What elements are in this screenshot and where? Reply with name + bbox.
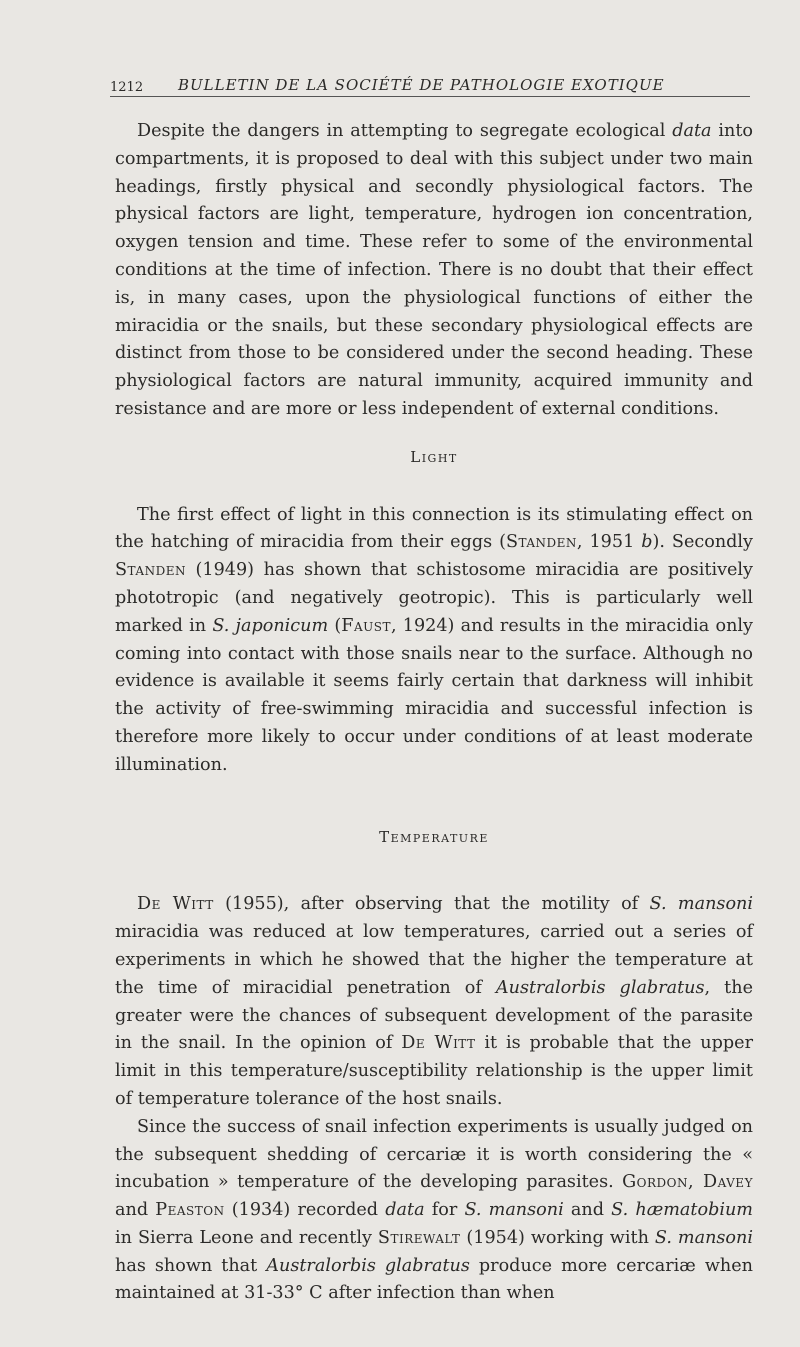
temperature-paragraph-1: De Witt (1955), after observing that the motility of S. mansoni miracidia was reduced at low temperatures, carried out a series of experiments in which he showed that the higher the temperature at the time of miracidial penetration of Australorbis glabratus, the greater were the chances of subsequent development of the parasite in the snail. In the opinion of De Witt it is probable that the upper limit in this temperature/susceptibility relationship is the upper limit of temperature tolerance of the host snails.: [115, 894, 754, 1109]
journal-title: BULLETIN DE LA SOCIÉTÉ DE PATHOLOGIE EXOTIQUE: [178, 76, 665, 94]
light-paragraph: The first effect of light in this connection is its stimulating effect on the hatching of miracidia from their eggs (Standen, 1951 b). Secondly Standen (1949) has shown that schistosome miracidia are positively phototropic (and negatively geotropic). This is particularly well marked in S. japonicum (Faust, 1924) and results in the miracidia only coming into contact with those snails near to the surface. Although no evidence is available it seems fairly certain that darkness will inhibit the activity of free-swimming miracidia and successful infection is therefore more likely to occur under conditions of at least moderate illumination.: [115, 504, 753, 775]
intro-paragraph: Despite the dangers in attempting to segregate ecological data into compartments, it is proposed to deal with this subject under two main headings, firstly physical and secondly physiological factors. The physical factors are light, temperature, hydrogen ion concentration, oxygen tension and time. These refer to some of the environmental conditions at the time of infection. There is no doubt that their effect is, in many cases, upon the physiological functions of either the miracidia or the snails, but these secondary physiological effects are distinct from those to be considered under the second heading. These physiological factors are natural immunity, acquired immunity and resistance and are more or less independent of external conditions.: [115, 121, 754, 419]
section-heading-light: Light: [410, 447, 458, 466]
article-body: [115, 118, 753, 1308]
header-rule: [110, 96, 750, 97]
page-number: 1212: [110, 80, 144, 95]
temperature-paragraph-2: Since the success of snail infection experiments is usually judged on the subsequent shedding of cercariæ it is worth considering the « incubation » temperature of the developing parasites. Gordon, Davey and Peaston (1934) recorded data for S. mansoni and S. hæmatobium in Sierra Leone and recently Stirewalt (1954) working with S. mansoni has shown that Australorbis glabratus produce more cercariæ when maintained at 31-33° C after infection than when: [115, 1116, 753, 1304]
section-heading-temperature: Temperature: [379, 827, 489, 846]
